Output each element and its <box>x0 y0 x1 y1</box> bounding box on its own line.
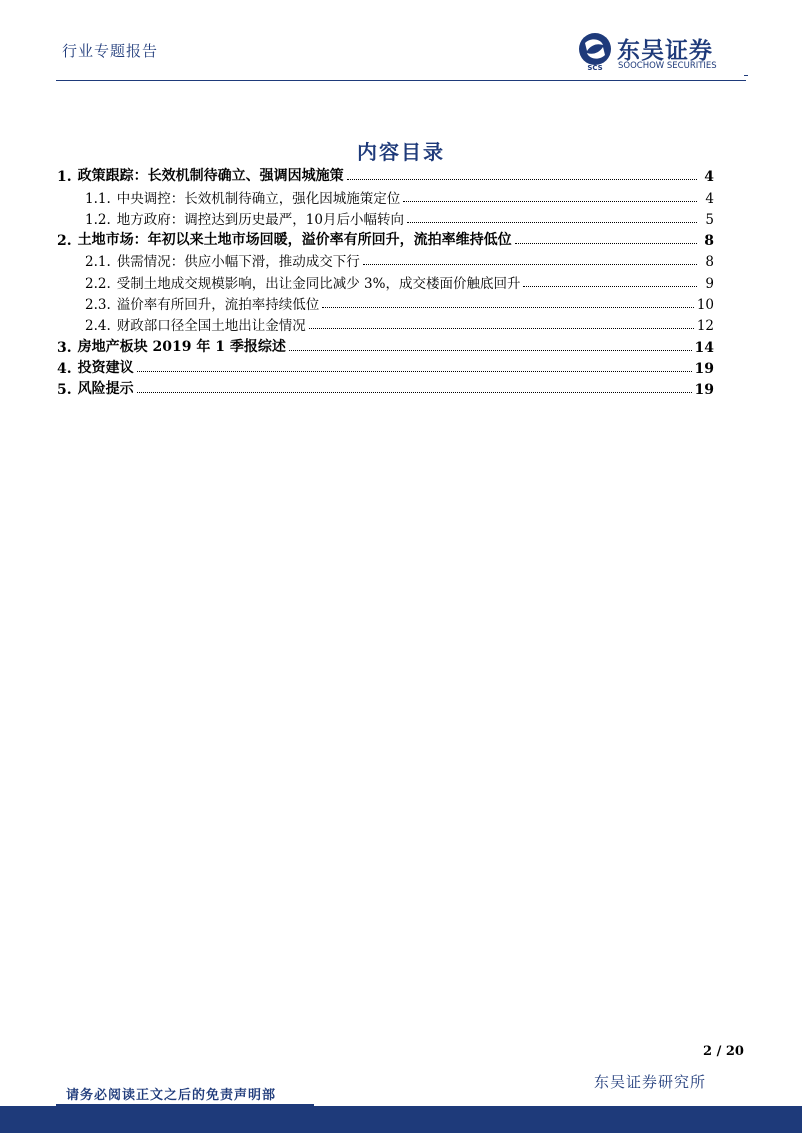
page-number: 2 / 20 <box>703 1044 744 1059</box>
toc-entry-page: 4 <box>705 190 714 207</box>
toc-leader-dots <box>289 350 692 351</box>
toc-entry[interactable] <box>57 185 714 206</box>
toc-leader-dots <box>137 371 692 372</box>
toc-entry-number: 1.2. <box>85 211 111 228</box>
toc-entry-number: 4. <box>57 360 72 377</box>
toc-entry-title: 供需情况：供应小幅下滑，推动成交下行 <box>116 254 360 271</box>
toc-entry-number: 2. <box>57 233 72 250</box>
toc-leader-dots <box>309 328 694 329</box>
toc-entry-title: 政策跟踪：长效机制待确立、强调因城施策 <box>77 168 344 185</box>
toc-entry[interactable] <box>57 313 714 334</box>
toc-leader-dots <box>137 392 692 393</box>
toc-entry-page: 14 <box>694 339 714 356</box>
footer-company: 东吴证券研究所 <box>594 1073 707 1091</box>
soochow-logo-icon <box>575 31 615 71</box>
toc-leader-dots <box>363 264 697 265</box>
toc-entry-title: 受制土地成交规模影响，出让金同比减少 3%，成交楼面价触底回升 <box>116 275 521 292</box>
logo-chinese-name: 东吴证券 <box>617 38 713 64</box>
toc-leader-dots <box>515 243 697 244</box>
company-logo <box>575 31 745 73</box>
toc-entry-number: 2.1. <box>85 254 111 271</box>
toc-entry-title: 地方政府：调控达到历史最严，10月后小幅转向 <box>116 211 404 228</box>
toc-entry-title: 土地市场：年初以来土地市场回暖，溢价率有所回升，流拍率维持低位 <box>77 232 512 249</box>
toc-entry-number: 1.1. <box>85 190 111 207</box>
table-of-contents <box>57 164 714 398</box>
toc-entry-number: 2.2. <box>85 275 111 292</box>
toc-entry-page: 8 <box>704 233 714 250</box>
toc-entry[interactable] <box>57 207 714 228</box>
toc-entry[interactable] <box>57 164 714 185</box>
toc-entry-number: 3. <box>57 339 72 356</box>
toc-entry[interactable] <box>57 270 714 291</box>
toc-entry-page: 5 <box>705 211 714 228</box>
header-divider <box>56 80 746 81</box>
toc-leader-dots <box>403 201 697 202</box>
disclaimer-notice-text: 请务必阅读正文之后的免责声明部 <box>66 1088 277 1103</box>
toc-entry[interactable] <box>57 377 714 398</box>
toc-entry-number: 2.3. <box>85 297 111 314</box>
toc-title: 内容目录 <box>357 140 445 164</box>
toc-entry[interactable] <box>57 228 714 249</box>
toc-entry[interactable] <box>57 356 714 377</box>
toc-leader-dots <box>347 179 697 180</box>
disclaimer-notice <box>56 1084 314 1106</box>
report-type-label: 行业专题报告 <box>62 42 159 60</box>
toc-entry-number: 1. <box>57 169 72 186</box>
toc-leader-dots <box>322 307 694 308</box>
toc-leader-dots <box>407 222 697 223</box>
toc-entry-number: 5. <box>57 382 72 399</box>
toc-entry[interactable] <box>57 249 714 270</box>
toc-entry-page: 12 <box>696 318 714 335</box>
toc-entry-title: 财政部口径全国土地出让金情况 <box>116 318 306 335</box>
toc-entry-number: 2.4. <box>85 318 111 335</box>
toc-entry-title: 溢价率有所回升，流拍率持续低位 <box>116 297 320 314</box>
toc-entry-title: 房地产板块 2019 年 1 季报综述 <box>77 338 286 355</box>
toc-entry-page: 9 <box>705 275 714 292</box>
logo-english-name: SOOCHOW SECURITIES <box>618 61 717 71</box>
footer-bar <box>0 1106 802 1133</box>
toc-entry[interactable] <box>57 292 714 313</box>
toc-entry-page: 19 <box>694 360 714 377</box>
toc-entry-page: 19 <box>694 382 714 399</box>
toc-entry-page: 4 <box>704 169 714 186</box>
toc-entry-title: 风险提示 <box>77 381 134 398</box>
toc-entry[interactable] <box>57 334 714 355</box>
logo-mark-text: SCS <box>587 64 603 71</box>
toc-leader-dots <box>523 286 697 287</box>
toc-entry-title: 中央调控：长效机制待确立，强化因城施策定位 <box>116 190 401 207</box>
toc-entry-page: 10 <box>696 297 714 314</box>
toc-entry-title: 投资建议 <box>77 359 134 376</box>
header-dash-mark <box>744 75 748 76</box>
toc-entry-page: 8 <box>705 254 714 271</box>
